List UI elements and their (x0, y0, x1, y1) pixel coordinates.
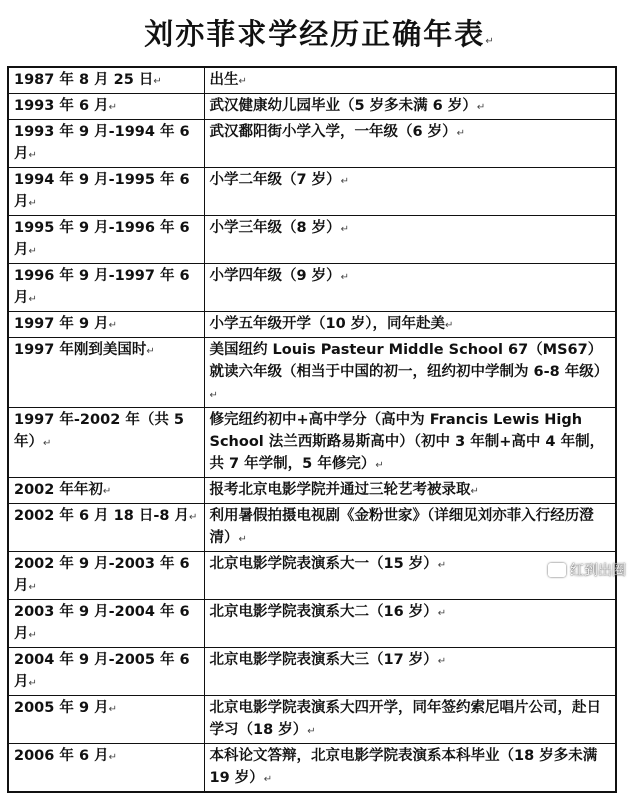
event-text: 本科论文答辩，北京电影学院表演系本科毕业（18 岁多未满 19 岁） (209, 748, 598, 786)
date-cell (8, 696, 204, 744)
paragraph-mark-icon: ↵ (238, 534, 247, 545)
watermark-text: 红到出圈 (570, 563, 626, 579)
event-cell (204, 264, 616, 312)
paragraph-mark-icon: ↵ (146, 346, 155, 357)
event-cell (204, 120, 616, 168)
table-row (8, 67, 616, 94)
event-text: 北京电影学院表演系大三（17 岁） (209, 652, 438, 668)
date-cell (8, 408, 204, 478)
paragraph-mark-icon: ↵ (108, 752, 117, 763)
paragraph-mark-icon: ↵ (28, 678, 37, 689)
date-cell (8, 478, 204, 504)
date-cell (8, 744, 204, 793)
date-text: 1996 年 9 月-1997 年 6 月 (14, 268, 190, 306)
table-row (8, 408, 616, 478)
event-text: 美国纽约 Louis Pasteur Middle School 67（MS67）就读六年级（相当于中国的初一，纽约初中学制为 6-8 年级） (209, 342, 609, 380)
date-cell (8, 338, 204, 408)
watermark-logo-icon (548, 563, 566, 577)
date-cell (8, 168, 204, 216)
paragraph-mark-icon: ↵ (340, 224, 350, 235)
paragraph-mark-icon: ↵ (437, 560, 447, 571)
event-cell (204, 338, 616, 408)
event-cell (204, 312, 616, 338)
event-cell (204, 216, 616, 264)
event-cell (204, 504, 616, 552)
event-cell (204, 408, 616, 478)
paragraph-mark-icon: ↵ (189, 512, 198, 523)
event-cell (204, 600, 616, 648)
date-cell (8, 600, 204, 648)
date-cell (8, 264, 204, 312)
date-text: 1993 年 6 月 (14, 98, 109, 114)
table-row (8, 744, 616, 793)
event-cell (204, 94, 616, 120)
timeline-table (7, 66, 617, 793)
event-cell (204, 696, 616, 744)
table-row (8, 264, 616, 312)
date-cell (8, 504, 204, 552)
date-text: 2002 年 6 月 18 日-8 月 (14, 508, 190, 524)
paragraph-mark-icon: ↵ (437, 656, 447, 667)
paragraph-mark-icon: ↵ (28, 630, 37, 641)
paragraph-mark-icon: ↵ (437, 608, 447, 619)
date-cell (8, 67, 204, 94)
event-text: 小学四年级（9 岁） (209, 268, 341, 284)
date-text: 1993 年 9 月-1994 年 6 月 (14, 124, 190, 162)
table-row (8, 552, 616, 600)
date-cell (8, 552, 204, 600)
paragraph-mark-icon: ↵ (43, 438, 52, 449)
date-cell (8, 312, 204, 338)
date-cell (8, 216, 204, 264)
event-cell (204, 744, 616, 793)
date-text: 1997 年 9 月 (14, 316, 109, 332)
date-cell (8, 94, 204, 120)
paragraph-mark-icon: ↵ (476, 102, 486, 113)
paragraph-mark-icon: ↵ (263, 774, 273, 785)
event-text: 北京电影学院表演系大四开学，同年签约索尼唱片公司，赴日学习（18 岁） (209, 700, 601, 738)
date-text: 1994 年 9 月-1995 年 6 月 (14, 172, 190, 210)
table-row (8, 478, 616, 504)
event-cell (204, 168, 616, 216)
event-cell (204, 67, 616, 94)
paragraph-mark-icon: ↵ (340, 176, 350, 187)
table-row (8, 338, 616, 408)
event-cell (204, 648, 616, 696)
date-cell (8, 648, 204, 696)
table-row (8, 94, 616, 120)
paragraph-mark-icon: ↵ (238, 76, 247, 87)
table-row (8, 312, 616, 338)
event-text: 小学三年级（8 岁） (209, 220, 341, 236)
paragraph-mark-icon: ↵ (28, 294, 37, 305)
paragraph-mark-icon: ↵ (108, 704, 117, 715)
event-text: 北京电影学院表演系大一（15 岁） (209, 556, 438, 572)
table-row (8, 696, 616, 744)
table-row (8, 120, 616, 168)
event-text: 武汉鄱阳街小学入学，一年级（6 岁） (209, 124, 457, 140)
event-text: 武汉健康幼儿园毕业（5 岁多未满 6 岁） (209, 98, 477, 114)
date-text: 2005 年 9 月 (14, 700, 109, 716)
event-text: 北京电影学院表演系大二（16 岁） (209, 604, 438, 620)
paragraph-mark-icon: ↵ (340, 272, 350, 283)
date-cell (8, 120, 204, 168)
paragraph-mark-icon: ↵ (108, 320, 117, 331)
table-row (8, 600, 616, 648)
table-row (8, 648, 616, 696)
event-text: 修完纽约初中+高中学分（高中为 Francis Lewis High School 法兰西斯路易斯高中）（初中 3 年制+高中 4 年制，共 7 年学制，5 年修完） (209, 412, 605, 472)
paragraph-mark-icon: ↵ (28, 246, 37, 257)
date-text: 2002 年 9 月-2003 年 6 月 (14, 556, 190, 594)
event-text: 出生 (209, 72, 239, 88)
date-text: 2003 年 9 月-2004 年 6 月 (14, 604, 190, 642)
paragraph-mark-icon: ↵ (209, 390, 218, 401)
paragraph-mark-icon: ↵ (102, 486, 112, 497)
watermark (548, 560, 626, 580)
event-cell (204, 478, 616, 504)
event-text: 小学二年级（7 岁） (209, 172, 341, 188)
paragraph-mark-icon: ↵ (456, 128, 466, 139)
event-text: 报考北京电影学院并通过三轮艺考被录取 (209, 482, 471, 498)
table-row (8, 216, 616, 264)
table-row (8, 168, 616, 216)
paragraph-mark-icon: ↵ (153, 76, 162, 87)
event-text: 小学五年级开学（10 岁），同年赴美 (209, 316, 445, 332)
paragraph-mark-icon: ↵ (28, 198, 37, 209)
page-title-text: 刘亦菲求学经历正确年表 (144, 17, 486, 51)
page-title (0, 8, 640, 60)
date-text: 2006 年 6 月 (14, 748, 109, 764)
date-text: 1995 年 9 月-1996 年 6 月 (14, 220, 190, 258)
paragraph-mark-icon: ↵ (28, 150, 37, 161)
date-text: 1997 年刚到美国时 (14, 342, 147, 358)
date-text: 1987 年 8 月 25 日 (14, 72, 154, 88)
paragraph-mark-icon: ↵ (444, 320, 454, 331)
event-text: 利用暑假拍摄电视剧《金粉世家》（详细见刘亦菲入行经历澄清） (209, 508, 594, 546)
paragraph-mark-icon: ↵ (307, 726, 316, 737)
date-text: 2002 年年初 (14, 482, 103, 498)
paragraph-mark-icon: ↵ (108, 102, 117, 113)
table-row (8, 504, 616, 552)
date-text: 1997 年-2002 年（共 5 年） (14, 412, 184, 450)
paragraph-mark-icon: ↵ (485, 36, 496, 47)
date-text: 2004 年 9 月-2005 年 6 月 (14, 652, 190, 690)
paragraph-mark-icon: ↵ (375, 460, 384, 471)
paragraph-mark-icon: ↵ (28, 582, 37, 593)
paragraph-mark-icon: ↵ (470, 486, 479, 497)
